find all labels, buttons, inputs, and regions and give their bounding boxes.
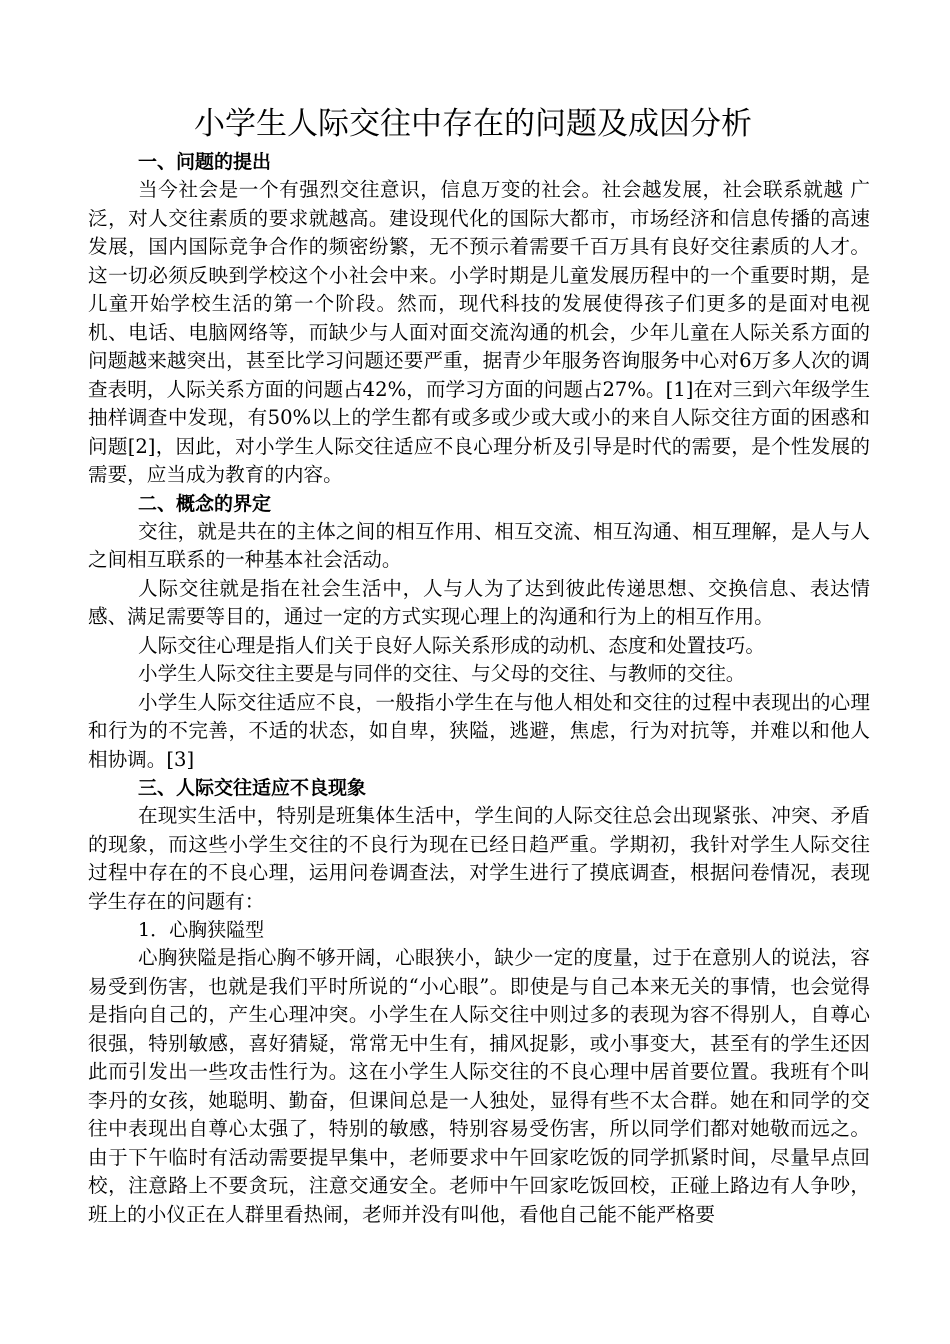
paragraph: 当今社会是一个有强烈交往意识，信息万变的社会。社会越发展，社会联系就越 广泛，对人交往素质的要求就越高。建设现代化的国际大都市，市场经济和信息传播的高速发展，国内国际竞争合作的频密纷繁，无不预示着需要千百万具有良好交往素质的人才。这一切必须反映到学校这个小社会中来。小学时期是儿童发展历程中的一个重要时期，是儿童开始学校生活的第一个阶段。然而，现代科技的发展使得孩子们更多的是面对电视机、电话、电脑网络等，而缺少与人面对面交流沟通的机会，少年儿童在人际关系方面的问题越来越突出，甚至比学习问题还要严重，据青少年服务咨询服务中心对6万多人次的调查表明，人际关系方面的问题占42%，而学习方面的问题占27%。[1]在对三到六年级学生抽样调查中发现，有50%以上的学生都有或多或少或大或小的来自人际交往方面的困惑和问题[2]，因此，对小学生人际交往适应不良心理分析及引导是时代的需要，是个性发展的需要，应当成为教育的内容。 xyxy=(88,178,870,486)
document-title: 小学生人际交往中存在的问题及成因分析 xyxy=(194,106,752,142)
subheading: 1．心胸狭隘型 xyxy=(138,919,265,941)
paragraph: 心胸狭隘是指心胸不够开阔，心眼狭小，缺少一定的度量，过于在意别人的说法，容易受到伤害，也就是我们平时所说的“小心眼”。即使是与自己本来无关的事情，也会觉得是指向自己的，产生心理冲突。小学生在人际交往中则过多的表现为容不得别人，自尊心很强，特别敏感，喜好猜疑，常常无中生有，捕风捉影，或小事变大，甚至有的学生还因此而引发出一些攻击性行为。这在小学生人际交往的不良心理中居首要位置。我班有个叫李丹的女孩，她聪明、勤奋，但课间总是一人独处，显得有些不太合群。她在和同学的交往中表现出自尊心太强了，特别的敏感，特别容易受伤害，所以同学们都对她敬而远之。由于下午临时有活动需要提早集中，老师要求中午回家吃饭的同学抓紧时间，尽量早点回校，注意路上不要贪玩，注意交通安全。老师中午回家吃饭回校，正碰上路边有人争吵，班上的小仪正在人群里看热闹，老师并没有叫他，看他自己能不能严格要 xyxy=(88,946,870,1226)
section-maladaptation xyxy=(88,774,870,1229)
section-problem-raised xyxy=(88,148,870,490)
paragraph: 人际交往心理是指人们关于良好人际关系形成的动机、态度和处置技巧。 xyxy=(138,633,765,657)
section-concept-definition xyxy=(88,490,870,775)
section-heading: 二、概念的界定 xyxy=(138,492,272,515)
section-heading: 三、人际交往适应不良现象 xyxy=(138,777,367,799)
paragraph: 小学生人际交往主要是与同伴的交往、与父母的交往、与教师的交往。 xyxy=(138,662,746,685)
paragraph: 在现实生活中，特别是班集体生活中，学生间的人际交往总会出现紧张、冲突、矛盾的现象，而这些小学生交往的不良行为现在已经日趋严重。学期初，我针对学生人际交往过程中存在的不良心理，运用问卷调查法，对学生进行了摸底调查，根据问卷情况，表现学生存在的问题有： xyxy=(88,804,870,913)
paragraph: 交往，就是共在的主体之间的相互作用、相互交流、相互沟通、相互理解，是人与人之间相互联系的一种基本社会活动。 xyxy=(88,519,870,571)
document-page xyxy=(88,100,870,1229)
paragraph: 小学生人际交往适应不良，一般指小学生在与他人相处和交往的过程中表现出的心理和行为的不完善，不适的状态，如自卑，狭隘，逃避，焦虑，行为对抗等，并难以和他人相协调。[3] xyxy=(88,690,870,771)
paragraph: 人际交往就是指在社会生活中，人与人为了达到彼此传递思想、交换信息、表达情感、满足需要等目的，通过一定的方式实现心理上的沟通和行为上的相互作用。 xyxy=(88,576,870,628)
section-heading: 一、问题的提出 xyxy=(138,151,272,173)
